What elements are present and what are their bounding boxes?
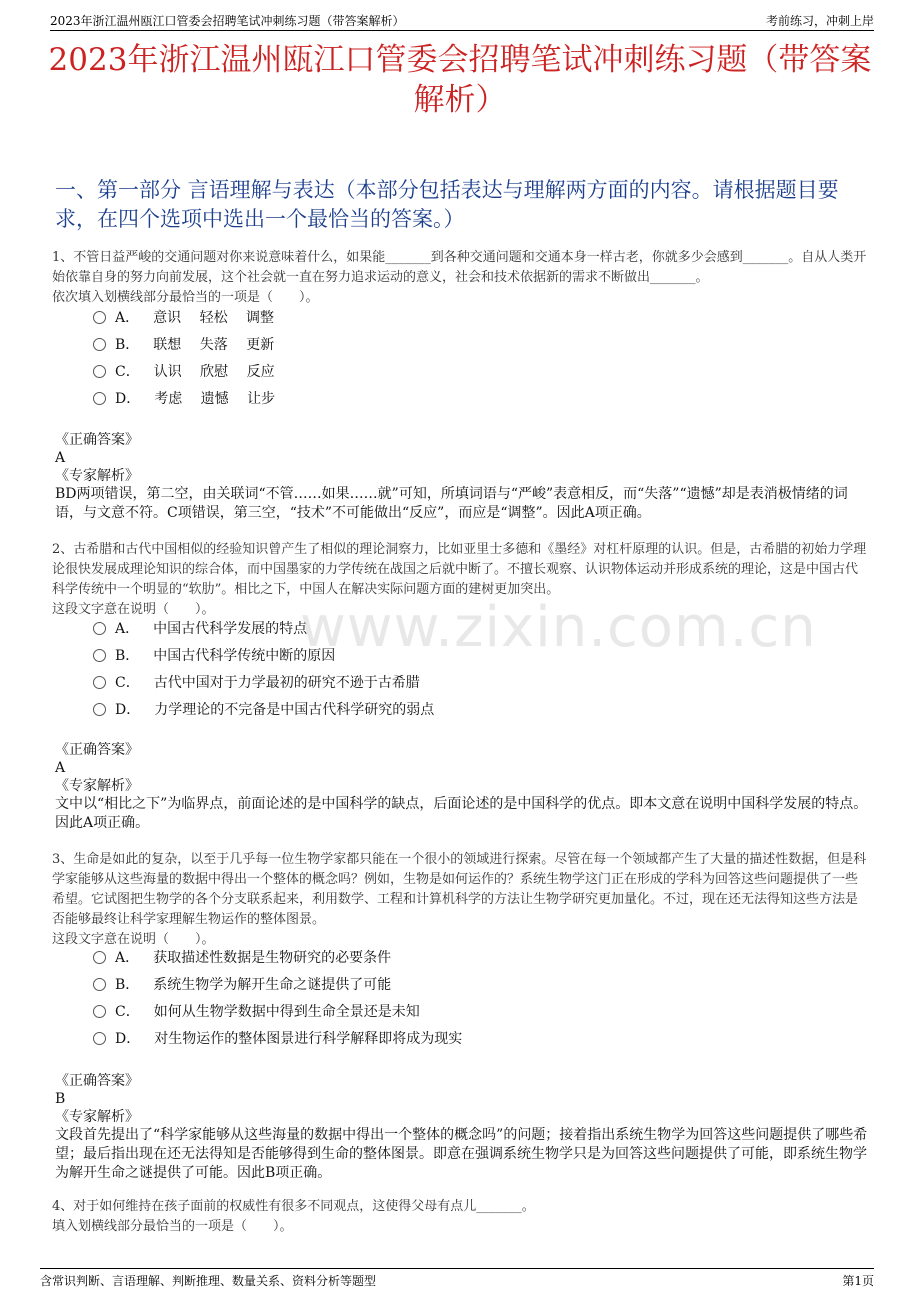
option-c[interactable]: C． 如何从生物学数据中得到生命全景还是未知: [93, 1002, 420, 1022]
radio-icon[interactable]: [93, 676, 106, 689]
radio-icon[interactable]: [93, 1005, 106, 1018]
section-heading: 一、第一部分 言语理解与表达（本部分包括表达与理解两方面的内容。请根据题目要求，在四个选项中选出一个最恰当的答案。）: [55, 178, 839, 231]
radio-icon[interactable]: [93, 311, 106, 324]
option-c[interactable]: C． 古代中国对于力学最初的研究不逊于古希腊: [93, 673, 420, 693]
option-d[interactable]: D． 对生物运作的整体图景进行科学解释即将成为现实: [93, 1029, 462, 1049]
header-slogan: 考前练习，冲刺上岸: [765, 14, 874, 28]
option-b[interactable]: B． 中国古代科学传统中断的原因: [93, 646, 335, 666]
explanation: BD两项错误，第二空，由关联词“不管……如果……就”可知，所填词语与“严峻”表意相反，而“失落”“遗憾”却是表消极情绪的词语，与文意不符。C项错误，第三空，“技术”不可能做出“反应”，而应是“调整”。因此A项正确。: [55, 486, 848, 521]
radio-icon[interactable]: [93, 338, 106, 351]
option-c[interactable]: C． 认识 欣慰 反应: [93, 362, 275, 382]
question-1: [52, 248, 870, 308]
radio-icon[interactable]: [93, 649, 106, 662]
watermark: www.zixin.com.cn: [300, 595, 817, 660]
option-d[interactable]: D． 考虑 遗憾 让步: [93, 389, 275, 409]
page-title: 2023年浙江温州瓯江口管委会招聘笔试冲刺练习题（带答案解析）: [48, 42, 872, 118]
answer-block-3: [55, 1072, 870, 1183]
question-stem: 2、古希腊和古代中国相似的经验知识曾产生了相似的理论洞察力，比如亚里士多德和《墨经》对杠杆原理的认识。但是，古希腊的初始力学理论很快发展成理论知识的综合体，而中国墨家的力学传统在战国之后就中断了。不擅长观察、认识物体运动并形成系统的理论，这是中国古代科学传统中一个明显的“软肋”。相比之下，中国人在解决实际问题方面的建树更加突出。: [52, 542, 867, 597]
question-stem: 1、不管日益严峻的交通问题对你来说意味着什么，如果能_______到各种交通问题和交通本身一样古老，你就多少会感到_______。自从人类开始依靠自身的努力向前发展，这个社会就一直在努力追求运动的意义，社会和技术依据新的需求不断做出_______。: [52, 250, 867, 285]
question-2: [52, 540, 870, 620]
question-stem: 4、对于如何维持在孩子面前的权威性有很多不同观点，这使得父母有点儿_______。: [52, 1199, 535, 1214]
page-header: [50, 8, 874, 31]
question-3: [52, 850, 870, 950]
footer-note: 含常识判断、言语理解、判断推理、数量关系、资料分析等题型: [40, 1274, 377, 1288]
explain-label: 《专家解析》: [55, 778, 139, 794]
option-b[interactable]: B． 联想 失落 更新: [93, 335, 274, 355]
option-a[interactable]: A． 获取描述性数据是生物研究的必要条件: [93, 948, 391, 968]
answer-label: 《正确答案》: [55, 1073, 139, 1089]
radio-icon[interactable]: [93, 951, 106, 964]
answer-label: 《正确答案》: [55, 432, 139, 448]
answer-label: 《正确答案》: [55, 742, 139, 758]
explain-label: 《专家解析》: [55, 468, 139, 484]
question-4: [52, 1197, 870, 1237]
header-doc-title: 2023年浙江温州瓯江口管委会招聘笔试冲刺练习题（带答案解析）: [50, 14, 405, 28]
question-instruction: 这段文字意在说明（ ）。: [52, 932, 215, 947]
radio-icon[interactable]: [93, 1032, 106, 1045]
page-number: 第1页: [842, 1274, 874, 1288]
option-a[interactable]: A． 中国古代科学发展的特点: [93, 619, 307, 639]
explanation: 文中以“相比之下”为临界点，前面论述的是中国科学的缺点，后面论述的是中国科学的优点。即本文意在说明中国科学发展的特点。因此A项正确。: [55, 796, 868, 831]
answer-value: B: [55, 1091, 66, 1107]
option-d[interactable]: D． 力学理论的不完备是中国古代科学研究的弱点: [93, 700, 434, 720]
question-instruction: 这段文字意在说明（ ）。: [52, 602, 215, 617]
answer-block-1: [55, 431, 870, 523]
answer-value: A: [55, 450, 66, 466]
radio-icon[interactable]: [93, 703, 106, 716]
answer-block-2: [55, 741, 870, 833]
question-stem: 3、生命是如此的复杂，以至于几乎每一位生物学家都只能在一个很小的领域进行探索。尽管在每一个领域都产生了大量的描述性数据，但是科学家能够从这些海量的数据中得出一个整体的概念吗？例如，生物是如何运作的？系统生物学这门正在形成的学科为回答这些问题提供了一些希望。它试图把生物学的各个分支联系起来，利用数学、工程和计算机科学的方法让生物学研究更加量化。不过，现在还无法得知这些方法是否能够最终让科学家理解生物运作的整体图景。: [52, 852, 867, 927]
question-instruction: 依次填入划横线部分最恰当的一项是（ ）。: [52, 290, 319, 305]
radio-icon[interactable]: [93, 365, 106, 378]
page-footer: [40, 1268, 874, 1297]
question-instruction: 填入划横线部分最恰当的一项是（ ）。: [52, 1219, 293, 1234]
radio-icon[interactable]: [93, 622, 106, 635]
option-b[interactable]: B． 系统生物学为解开生命之谜提供了可能: [93, 975, 391, 995]
explain-label: 《专家解析》: [55, 1109, 139, 1125]
radio-icon[interactable]: [93, 978, 106, 991]
answer-value: A: [55, 760, 66, 776]
explanation: 文段首先提出了“科学家能够从这些海量的数据中得出一个整体的概念吗”的问题；接着指出系统生物学为回答这些问题提供了哪些希望；最后指出现在还无法得知是否能够得到生命的整体图景。即意在强调系统生物学只是为回答这些问题提供了可能，即系统生物学为解开生命之谜提供了可能。因此B项正确。: [55, 1127, 868, 1181]
radio-icon[interactable]: [93, 392, 106, 405]
option-a[interactable]: A． 意识 轻松 调整: [93, 308, 274, 328]
